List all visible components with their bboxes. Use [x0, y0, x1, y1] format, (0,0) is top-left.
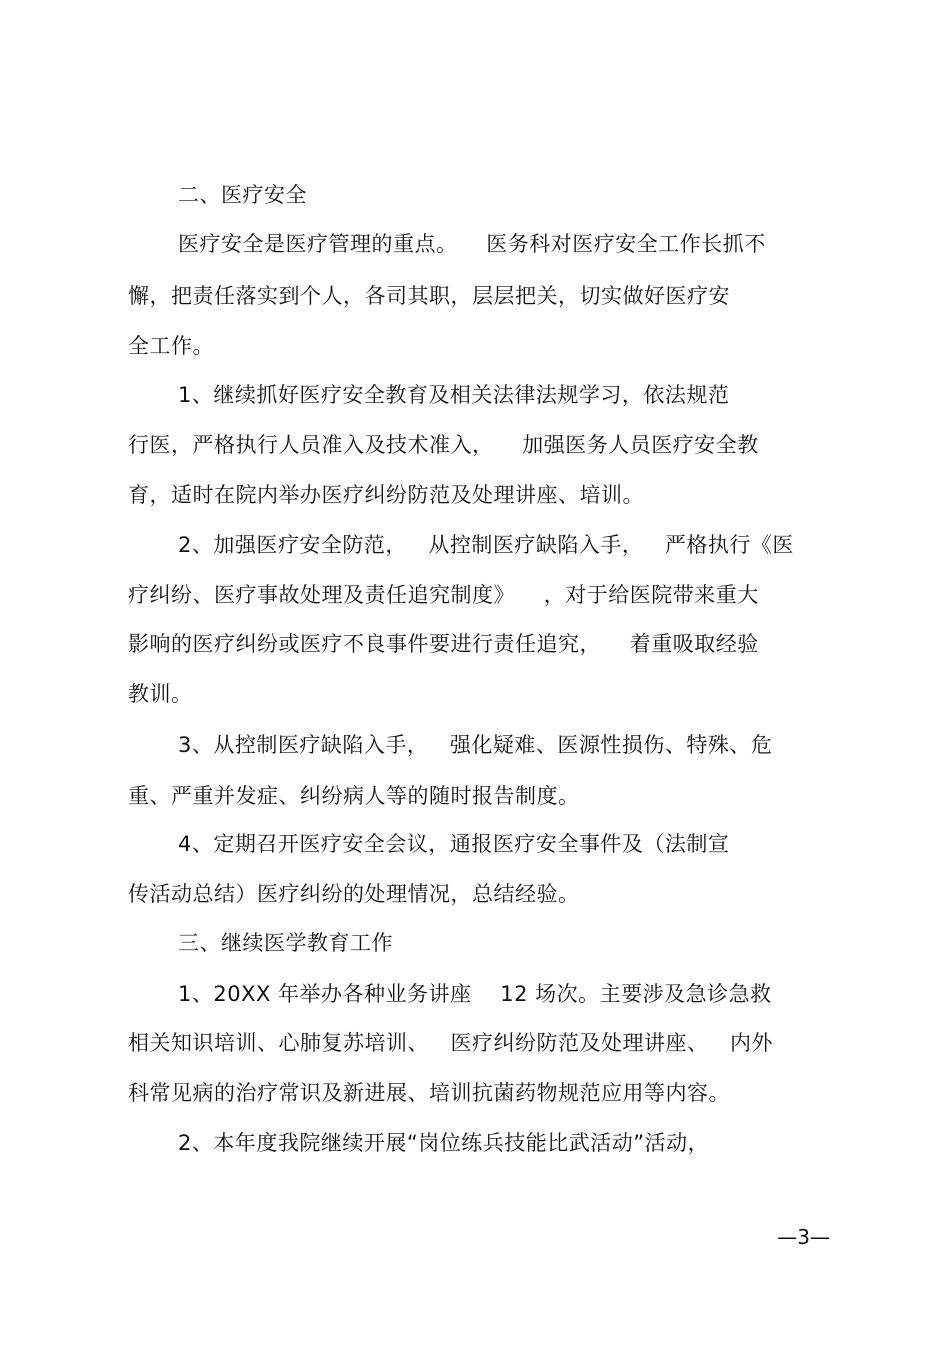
paragraph-line: 相关知识培训、心肺复苏培训、 医疗纠纷防范及处理讲座、 内外	[128, 1031, 774, 1055]
paragraph-line: 教训。	[128, 682, 193, 706]
paragraph-line: 医疗安全是医疗管理的重点。 医务科对医疗安全工作长抓不	[178, 232, 766, 256]
paragraph-line: 2、本年度我院继续开展“岗位练兵技能比武活动”活动，	[178, 1131, 710, 1155]
paragraph-line: 4、定期召开医疗安全会议，通报医疗安全事件及（法制宣	[178, 832, 730, 856]
paragraph-line: 育，适时在院内举办医疗纠纷防范及处理讲座、培训。	[128, 483, 644, 507]
paragraph-line: 影响的医疗纠纷或医疗不良事件要进行责任追究， 着重吸取经验	[128, 632, 759, 656]
paragraph-line: 2、加强医疗安全防范， 从控制医疗缺陷入手， 严格执行《医	[178, 533, 794, 557]
paragraph-line: 传活动总结）医疗纠纷的处理情况，总结经验。	[128, 882, 580, 906]
paragraph-line: 3、从控制医疗缺陷入手， 强化疑难、医源性损伤、特殊、危	[178, 733, 773, 757]
paragraph-line: 重、严重并发症、纠纷病人等的随时报告制度。	[128, 784, 580, 808]
paragraph-line: 疗纠纷、医疗事故处理及责任追究制度》 ，对于给医院带来重大	[128, 583, 759, 607]
paragraph-line: 懈，把责任落实到个人，各司其职，层层把关，切实做好医疗安	[128, 284, 730, 308]
page-number: —3—	[777, 1225, 830, 1249]
paragraph-line: 1、继续抓好医疗安全教育及相关法律法规学习，依法规范	[178, 383, 730, 407]
paragraph-line: 1、20XX 年举办各种业务讲座 12 场次。主要涉及急诊急救	[178, 982, 772, 1006]
paragraph-line: 行医，严格执行人员准入及技术准入， 加强医务人员医疗安全教	[128, 433, 759, 457]
paragraph-line: 科常见病的治疗常识及新进展、培训抗菌药物规范应用等内容。	[128, 1081, 730, 1105]
section-heading-continuing-education: 三、继续医学教育工作	[178, 931, 393, 955]
paragraph-line: 全工作。	[128, 334, 214, 358]
section-heading-medical-safety: 二、医疗安全	[178, 183, 307, 207]
